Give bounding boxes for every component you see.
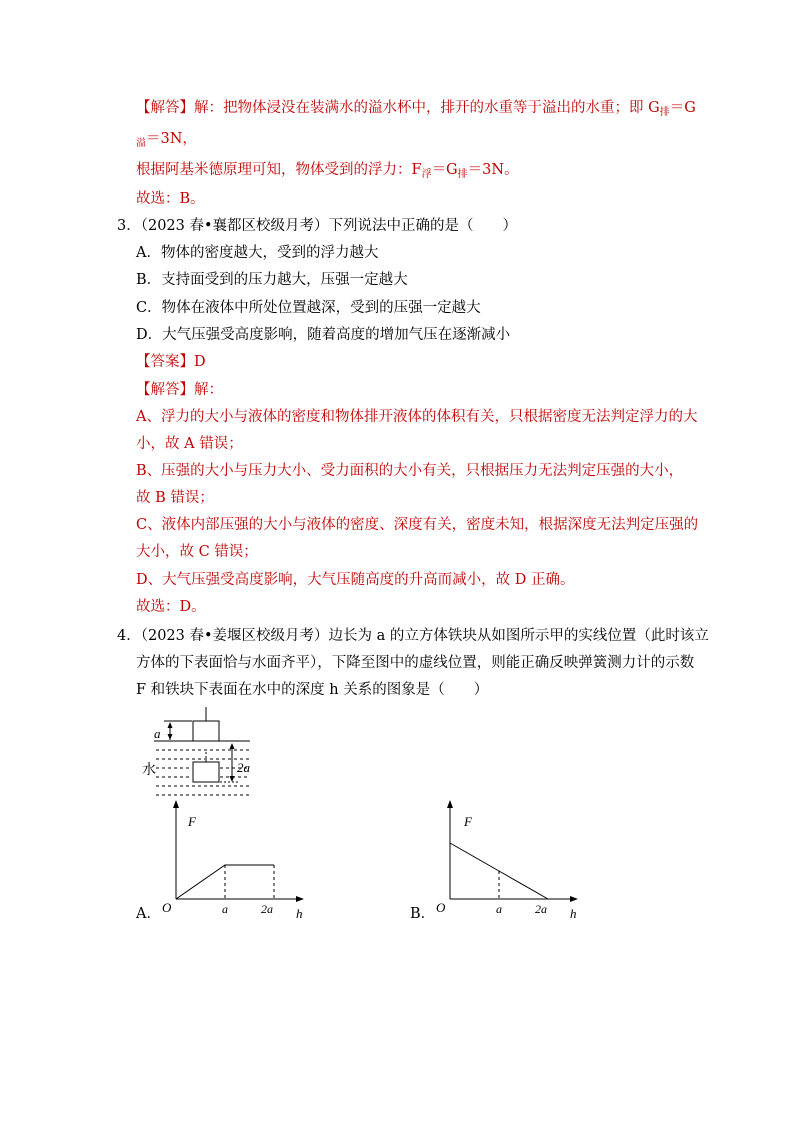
q4-option-a-graph xyxy=(150,796,310,928)
q3-analysis-head xyxy=(136,380,223,400)
q3-stem: 3．（2023 春•襄都区校级月考）下列说法中正确的是（ ） xyxy=(117,218,518,234)
analysis-tag: 【解答】 xyxy=(136,382,194,398)
q3-explanation-line: 大小，故 C 错误； xyxy=(136,544,258,560)
cube-water-figure xyxy=(142,702,258,802)
subscript: 溢 xyxy=(136,138,146,149)
q2-analysis-line-1 xyxy=(136,98,696,123)
tick-label-2a: 2a xyxy=(261,902,273,916)
q2-analysis-text: 解：把物体浸没在装满水的溢水杯中，排开的水重等于溢出的水重；即 G xyxy=(194,100,660,116)
q3-explanation-line: B、压强的大小与压力大小、受力面积的大小有关，只根据压力无法判定压强的大小， xyxy=(136,463,684,479)
q3-explanation-line: A、浮力的大小与液体的密度和物体排开液体的体积有关，只根据密度无法判定浮力的大 xyxy=(136,409,698,425)
q2-analysis-text: 根据阿基米德原理可知，物体受到的浮力：F xyxy=(136,162,422,178)
tick-label-2a: 2a xyxy=(535,902,547,916)
q2-analysis-text-end: ＝3N。 xyxy=(467,162,519,178)
q3-explanation-line: 小，故 A 错误； xyxy=(136,436,243,452)
cube-dashed-position xyxy=(193,762,219,782)
q2-analysis-text-mid: ＝G xyxy=(431,162,458,178)
q2-analysis-line-2 xyxy=(136,129,197,154)
axis-label-y: F xyxy=(188,814,196,829)
q3-explanation-line: D、大气压强受高度影响，大气压随高度的升高而减小，故 D 正确。 xyxy=(136,572,575,588)
q4-option-b-label: B． xyxy=(410,906,436,922)
q3-option-c: C．物体在液体中所处位置越深，受到的压强一定越大 xyxy=(136,300,481,316)
q3-option-b: B．支持面受到的压力越大，压强一定越大 xyxy=(136,272,408,288)
q3-choice: 故选：D。 xyxy=(136,599,206,615)
q2-analysis-line-3 xyxy=(136,160,519,185)
axis-label-x: h xyxy=(570,906,577,921)
q3-explanation-line: C、液体内部压强的大小与液体的密度、深度有关，密度未知，根据深度无法判定压强的 xyxy=(136,517,699,533)
q4-option-a-label: A． xyxy=(136,906,161,922)
subscript: 浮 xyxy=(421,169,432,180)
q4-stem-line: F 和铁块下表面在水中的深度 h 关系的图象是（ ） xyxy=(136,682,489,698)
q4-option-b-graph xyxy=(424,796,584,928)
tick-label-a: a xyxy=(496,902,502,916)
q3-explanation-line: 故 B 错误； xyxy=(136,490,214,506)
q3-answer: 【答案】D xyxy=(136,354,206,370)
data-series-line xyxy=(176,865,274,899)
cube-solid-position xyxy=(193,721,219,741)
label-2a: 2a xyxy=(237,760,250,775)
axis-label-y: F xyxy=(464,814,472,829)
q3-option-a: A．物体的密度越大，受到的浮力越大 xyxy=(136,245,379,261)
subscript: 排 xyxy=(457,169,468,180)
tick-label-a: a xyxy=(222,902,228,916)
axis-label-x: h xyxy=(296,906,303,921)
q4-stem-line: 4．（2023 春•姜堰区校级月考）边长为 a 的立方体铁块从如图所示甲的实线位置（此时该立 xyxy=(117,628,709,644)
analysis-start: 解： xyxy=(194,382,223,398)
q4-stem-line: 方体的下表面恰与水面齐平），下降至图中的虚线位置，则能正确反映弹簧测力计的示数 xyxy=(136,655,695,671)
analysis-tag: 【解答】 xyxy=(136,100,194,116)
q3-option-d: D．大气压强受高度影响，随着高度的增加气压在逐渐减小 xyxy=(136,327,511,343)
label-water: 水 xyxy=(142,763,156,778)
q2-analysis-text: ＝3N， xyxy=(146,131,197,147)
subscript: 排 xyxy=(659,107,670,118)
q2-choice: 故选：B。 xyxy=(136,191,205,207)
origin-label: O xyxy=(162,900,172,915)
label-a: a xyxy=(154,726,161,741)
q2-analysis-text-end: ＝G xyxy=(669,100,696,116)
origin-label: O xyxy=(436,900,446,915)
